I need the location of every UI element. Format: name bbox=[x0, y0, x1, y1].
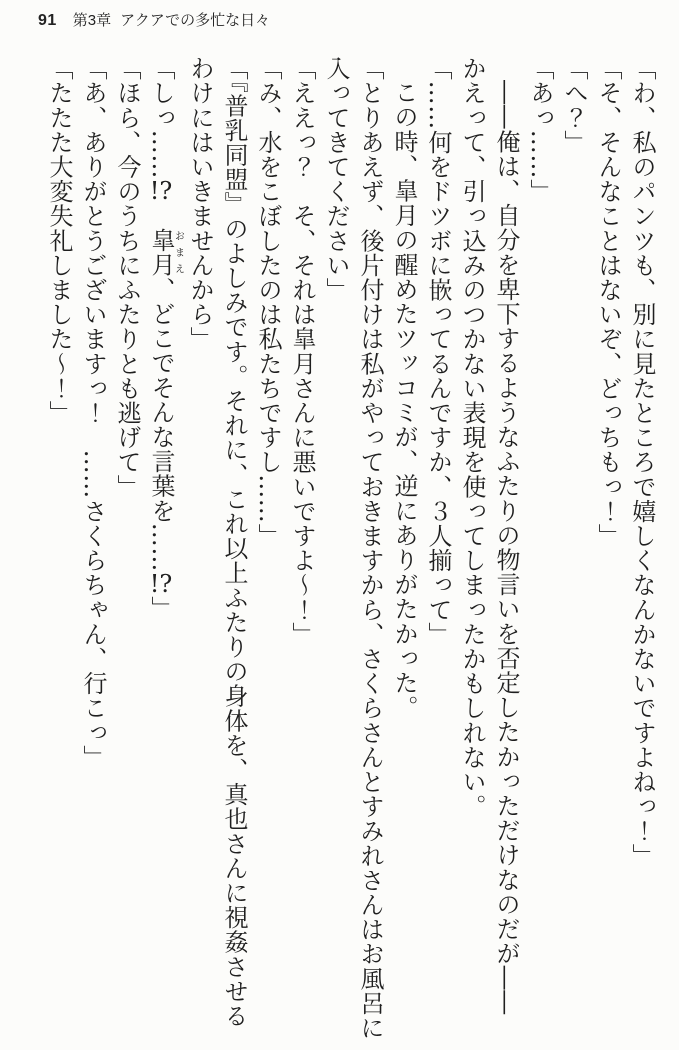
text-line: 「たたた大変失礼しました～！」 bbox=[45, 56, 73, 425]
tatechuyoko-punctuation: !? bbox=[149, 179, 173, 203]
text-line: 「わ、私のパンツも、別に見たところで嬉しくなんかないですよねっ！」 bbox=[628, 56, 656, 868]
text-line: 「あっ……」 bbox=[526, 56, 554, 204]
text-line: わけにはいきませんから」 bbox=[186, 56, 214, 352]
text-line: 「……何をドツボに嵌ってるんですか、３人揃って」 bbox=[424, 56, 452, 647]
text-line: 入ってきてください」 bbox=[322, 56, 350, 302]
chapter-label: 第3章 bbox=[72, 12, 112, 29]
text-line: かえって、引っ込みのつかない表現を使ってしまったかもしれない。 bbox=[458, 56, 486, 819]
tatechuyoko-punctuation: !? bbox=[149, 572, 173, 597]
text-line: 「とりあえず、後片付けは私がやっておきますから、さくらさんとすみれさんはお風呂に bbox=[356, 56, 384, 1040]
text-line: ――俺は、自分を卑下するようなふたりの物言いを否定したかっただけなのだが―― bbox=[492, 80, 520, 1015]
text-line: 「あ、ありがとうございますっ！ ……さくらちゃん、行こっ」 bbox=[79, 56, 107, 770]
text-line: 「そ、そんなことはないぞ、どっちもっ！」 bbox=[594, 56, 622, 548]
page-header bbox=[38, 9, 270, 30]
page-number: 91 bbox=[38, 12, 57, 29]
text-line: 「へ？」 bbox=[560, 56, 588, 155]
text-line: 「ほら、今のうちにふたりとも逃げて」 bbox=[113, 56, 141, 499]
ruby-annotated-word: 皐月おまえ bbox=[147, 227, 184, 277]
text-line: この時、皐月の醒めたツッコミが、逆にありがたかった。 bbox=[390, 80, 418, 720]
text-line: 「しっ……!? 皐月おまえ、どこでそんな言葉を……!?」 bbox=[147, 56, 184, 621]
text-line: 「『普乳同盟』のよしみです。それに、これ以上ふたりの身体を、真也さんに視姦させる bbox=[220, 56, 248, 1028]
chapter-title: アクアでの多忙な日々 bbox=[120, 12, 271, 29]
text-line: 「み、水をこぼしたのは私たちですし……」 bbox=[254, 56, 282, 548]
text-line: 「ええっ？ そ、それは皐月さんに悪いですよ～！」 bbox=[288, 56, 316, 647]
text-block bbox=[42, 56, 659, 1040]
